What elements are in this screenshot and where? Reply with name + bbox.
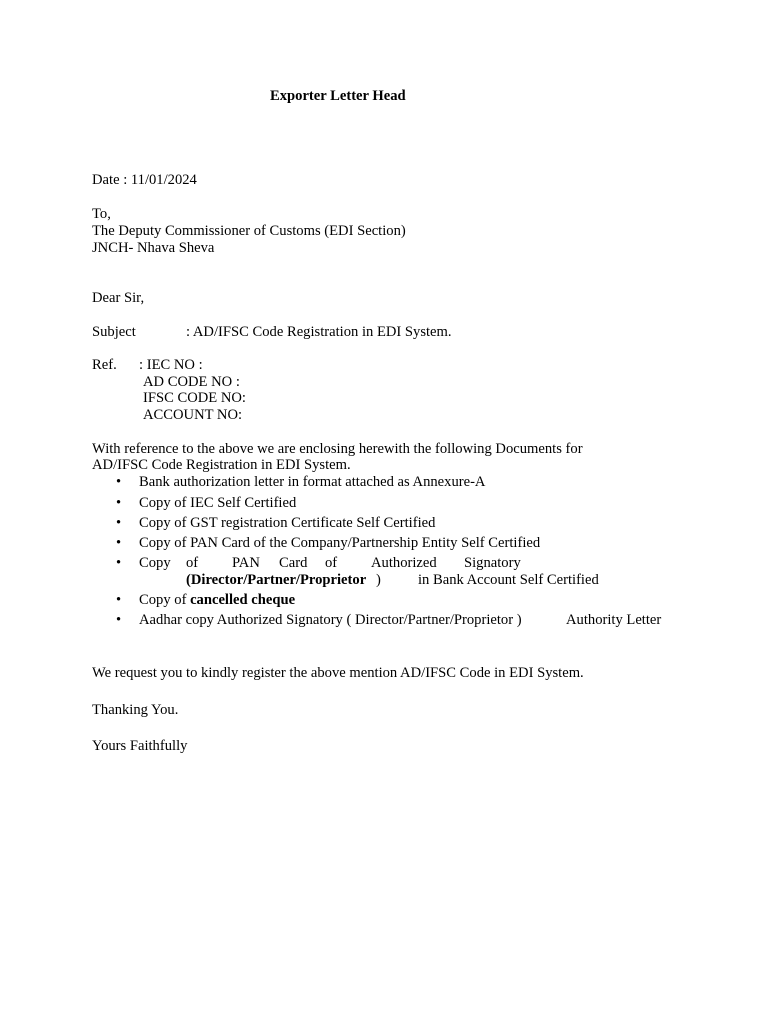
list-item-bold-text: (Director/Partner/Proprietor	[186, 572, 367, 588]
ref-ad-code: AD CODE NO :	[143, 374, 240, 390]
list-item-word: Card	[279, 555, 308, 571]
to-line: To,	[92, 206, 111, 222]
list-item-text: in Bank Account Self Certified	[418, 572, 599, 588]
list-item-word: PAN	[232, 555, 260, 571]
thanks-line: Thanking You.	[92, 702, 179, 718]
bullet-icon: •	[116, 474, 122, 490]
bullet-icon: •	[116, 495, 122, 511]
bullet-icon: •	[116, 535, 122, 551]
list-item-text: Copy of GST registration Certificate Self Certified	[139, 515, 436, 531]
list-item-word: Copy	[139, 555, 171, 571]
request-line: We request you to kindly register the above mention AD/IFSC Code in EDI System.	[92, 665, 584, 681]
closing-line: Yours Faithfully	[92, 738, 188, 754]
list-item-bold-text: cancelled cheque	[190, 592, 296, 608]
list-item-word: Authorized	[371, 555, 437, 571]
list-item-text: )	[376, 572, 381, 588]
subject-text: : AD/IFSC Code Registration in EDI System.	[186, 324, 452, 340]
list-item-word: Signatory	[464, 555, 521, 571]
recipient-line-1: The Deputy Commissioner of Customs (EDI Section)	[92, 223, 406, 239]
bullet-icon: •	[116, 555, 122, 571]
intro-line-2: AD/IFSC Code Registration in EDI System.	[92, 457, 351, 473]
list-item-prefix: Copy of	[139, 592, 191, 608]
list-item-text: Copy of IEC Self Certified	[139, 495, 297, 511]
bullet-icon: •	[116, 592, 122, 608]
list-item-text: Aadhar copy Authorized Signatory ( Director/Partner/Proprietor )	[139, 612, 522, 628]
subject-label: Subject	[92, 324, 136, 340]
ref-account-no: ACCOUNT NO:	[143, 407, 243, 423]
list-item-text	[139, 592, 295, 609]
list-item-tail: Authority Letter	[566, 612, 662, 628]
letter-title: Exporter Letter Head	[270, 88, 406, 104]
bullet-icon: •	[116, 515, 122, 531]
list-item-word: of	[325, 555, 338, 571]
salutation: Dear Sir,	[92, 290, 145, 306]
recipient-line-2: JNCH- Nhava Sheva	[92, 240, 215, 256]
letter-date: Date : 11/01/2024	[92, 172, 197, 188]
list-item-text: Bank authorization letter in format attached as Annexure-A	[139, 474, 486, 490]
ref-iec: : IEC NO :	[139, 357, 203, 373]
ref-ifsc-code: IFSC CODE NO:	[143, 390, 246, 406]
list-item-text: Copy of PAN Card of the Company/Partnership Entity Self Certified	[139, 535, 541, 551]
ref-label: Ref.	[92, 357, 117, 373]
bullet-icon: •	[116, 612, 122, 628]
intro-line-1: With reference to the above we are enclosing herewith the following Documents for	[92, 441, 583, 457]
list-item-word: of	[186, 555, 199, 571]
